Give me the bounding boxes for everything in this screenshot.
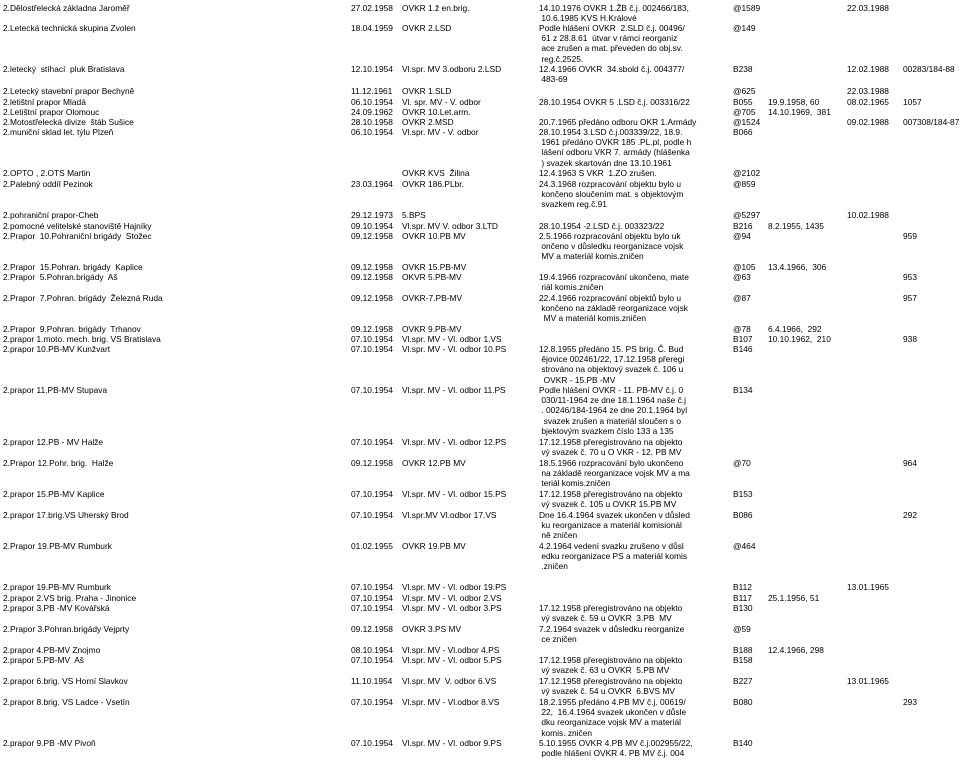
cell-owner: OVKR 1.SLD [402, 86, 452, 96]
cell-date: 29.12.1973 [351, 210, 393, 220]
cell-note: 4.2.1964 vedení svazku zrušeno v důsl edku reorganizace PS a materiál komis .zničen [539, 541, 688, 572]
cell-unit-name: 2.Prapor 12.Pohr. brig. Halže [3, 458, 114, 468]
cell-owner: Vl.spr. MV - Vl.odbor 4.PS [402, 645, 500, 655]
cell-note: 28.10.1954 OVKR 5 .LSD č.j. 003316/22 [539, 97, 690, 107]
cell-registry-number: B107 [733, 334, 753, 344]
cell-file-number: 959 [903, 231, 917, 241]
cell-date: 07.10.1954 [351, 655, 393, 665]
cell-unit-name: 2.Prapor 5.Pohran.brigády Aš [3, 272, 118, 282]
cell-unit-name: 2.letištní prapor Mladá [3, 97, 86, 107]
cell-unit-name: 2.muniční sklad let. týlu Plzeň [3, 127, 114, 137]
cell-unit-name: 2.prapor 4.PB-MV Znojmo [3, 645, 101, 655]
cell-date: 01.02.1955 [351, 541, 393, 551]
cell-owner: OVKR KVS Žilina [402, 168, 470, 178]
cell-note: 14.10.1976 OVKR 1.ŽB č.j. 002466/183, 10.6.1985 KVS H.Králové [539, 3, 689, 24]
cell-registry-number: @625 [733, 86, 756, 96]
cell-note: 19.4.1966 rozpracování ukončeno, mate riál komis.zničen [539, 272, 689, 293]
cell-note: 17.12.1958 přeregistrováno na objekto vý svazek č. 70 u O VKR - 12. PB MV [539, 437, 683, 458]
cell-registry-number: @63 [733, 272, 751, 282]
cell-owner: Vl.spr. MV V. odbor 3.LTD [402, 221, 498, 231]
cell-unit-name: 2.prapor 2.VS brig. Praha - Jinonice [3, 593, 137, 603]
cell-registry-number: @78 [733, 324, 751, 334]
cell-note: 5.10.1955 OVKR 4.PB MV č.j.002955/22, podle hlášení OVKR 4. PB MV č.j. 004 [539, 738, 693, 759]
cell-date: 07.10.1954 [351, 593, 393, 603]
cell-note: 17.12.1958 přeregistrováno na objekto vý svazek č. 54 u OVKR 6.BVS MV [539, 676, 683, 697]
cell-owner: Vl.spr. MV - Vl. odbor 5.PS [402, 655, 502, 665]
cell-unit-name: 2.Letecký stavební prapor Bechyně [3, 86, 135, 96]
cell-date: 09.12.1958 [351, 324, 393, 334]
cell-registry-number: B086 [733, 510, 753, 520]
cell-owner: OVKR 3.PS MV [402, 624, 462, 634]
cell-note: 12.4.1963 S VKR 1.ZO zrušen. [539, 168, 657, 178]
cell-note: 7.2.1964 svazek v důsledku reorganize ce zničen [539, 624, 685, 645]
cell-note: 20.7.1965 předáno odboru OKR 1.Armády [539, 117, 697, 127]
cell-registry-number: @149 [733, 23, 756, 33]
cell-file-number: 292 [903, 510, 917, 520]
cell-owner: Vl.spr. MV - Vl. odbor 9.PS [402, 738, 502, 748]
cell-date: 06.10.1954 [351, 127, 393, 137]
cell-owner: OVKR 2.MSD [402, 117, 454, 127]
cell-date: 27.02.1958 [351, 3, 393, 13]
cell-file-number: 1057 [903, 97, 922, 107]
cell-registry-number: B153 [733, 489, 753, 499]
cell-note: Podle hlášení OVKR 2.SLD č.j. 00496/ 61 z 28.8.61 útvar v rámci reorganiz ace zrušen a mat. převeden do obj.sv. reg.č.2525. [539, 23, 685, 64]
cell-owner: Vl.spr. MV - Vl. odbor 2.VS [402, 593, 502, 603]
cell-unit-name: 2.Palebný oddíl Pezinok [3, 179, 93, 189]
cell-unit-name: 2.prapor 11.PB-MV Stupava [3, 385, 108, 395]
cell-owner: Vl.spr. MV - Vl. odbor 11.PS [402, 385, 506, 395]
cell-registry-number: B227 [733, 676, 753, 686]
cell-registry-number: B080 [733, 697, 753, 707]
cell-file-number: 00283/184-88 [903, 64, 955, 74]
cell-registry-number: @464 [733, 541, 756, 551]
cell-registry-number: B140 [733, 738, 753, 748]
cell-registry-number: @1589 [733, 3, 761, 13]
cell-owner: Vl.spr. MV - Vl. odbor 3.PS [402, 603, 502, 613]
cell-date: 12.10.1954 [351, 64, 393, 74]
cell-unit-name: 2.Dělostřelecká základna Jaroměř [3, 3, 130, 13]
cell-registry-number: @5297 [733, 210, 761, 220]
cell-unit-name: 2.prapor 12.PB - MV Halže [3, 437, 104, 447]
cell-date: 09.10.1954 [351, 221, 393, 231]
cell-date: 07.10.1954 [351, 489, 393, 499]
cell-note: 12.8.1955 předáno 15. PS brig. Č. Bud ějovice 002461/22, 17.12.1958 přeregi strováno na objektový svazek č. 106 u OVKR - 15.PB -MV [539, 344, 685, 385]
cell-file-number: 938 [903, 334, 917, 344]
cell-registry-number: @105 [733, 262, 756, 272]
cell-unit-name: 2.prapor 17.brig.VS Uherský Brod [3, 510, 129, 520]
cell-owner: Vl. spr. MV - V. odbor [402, 97, 481, 107]
cell-owner: Vl.spr. MV 3.odboru 2.LSD [402, 64, 502, 74]
cell-file-number: 007308/184-87 [903, 117, 960, 127]
cell-owner: OVKR-7.PB-MV [402, 293, 463, 303]
cell-unit-name: 2.Prapor 10.Pohraniční brigády Stožec [3, 231, 152, 241]
cell-unit-name: 2.letecký stíhací pluk Bratislava [3, 64, 125, 74]
cell-closure-date: 13.01.1965 [847, 676, 889, 686]
cell-owner: OVKR 19.PB MV [402, 541, 466, 551]
cell-unit-name: 2.Motostřelecká divize štáb Sušice [3, 117, 134, 127]
cell-date: 07.10.1954 [351, 603, 393, 613]
cell-date: 07.10.1954 [351, 344, 393, 354]
cell-registry-number: B066 [733, 127, 753, 137]
cell-unit-name: 2.Prapor 7.Pohran. brigády Železná Ruda [3, 293, 163, 303]
cell-date: 06.10.1954 [351, 97, 393, 107]
cell-registry-number: @705 [733, 107, 756, 117]
cell-date: 08.10.1954 [351, 645, 393, 655]
cell-unit-name: 2.prapor 8.brig. VS Ladce - Vsetín [3, 697, 130, 707]
cell-registry-number: @70 [733, 458, 751, 468]
cell-owner: Vl.spr. MV - Vl.odbor 8.VS [402, 697, 500, 707]
cell-owner: Vl.spr. MV - V. odbor [402, 127, 479, 137]
cell-owner: OVKR 10.Let.arm. [402, 107, 471, 117]
cell-date: 09.12.1958 [351, 293, 393, 303]
cell-registry-number: B134 [733, 385, 753, 395]
cell-registry-number: B188 [733, 645, 753, 655]
cell-owner: OVKR 186.PLbr. [402, 179, 464, 189]
cell-unit-name: 2.prapor 9.PB -MV Pivoň [3, 738, 96, 748]
cell-date: 18.04.1959 [351, 23, 393, 33]
cell-date: 07.10.1954 [351, 738, 393, 748]
cell-unit-name: 2.pohraniční prapor-Cheb [3, 210, 99, 220]
cell-owner: Vl.spr. MV - Vl. odbor 10.PS [402, 344, 507, 354]
cell-date: 11.10.1954 [351, 676, 393, 686]
cell-unit-name: 2.pomocné velitelské stanoviště Hajníky [3, 221, 152, 231]
cell-unit-name: 2.Prapor 3.Pohran.brigády Vejprty [3, 624, 130, 634]
cell-date: 09.12.1958 [351, 272, 393, 282]
cell-note: Dne 16.4.1964 svazek ukončen v důsled ku reorganizace a materiál komisionál ně zničen [539, 510, 690, 541]
cell-archive-ref: 13.4.1966, 306 [768, 262, 827, 272]
cell-closure-date: 08.02.1965 [847, 97, 889, 107]
cell-unit-name: 2.prapor 1.moto. mech. brig. VS Bratislava [3, 334, 161, 344]
cell-owner: Vl.spr. MV - Vl. odbor 19.PS [402, 582, 507, 592]
cell-unit-name: 2.OPTO , 2.OTS Martin [3, 168, 91, 178]
cell-owner: OVKR 10.PB MV [402, 231, 466, 241]
cell-note: 18.2.1955 předáno 4.PB MV č.j. 00619/ 22, 16.4.1964 svazek ukončen v důsle dku reorganizace vojsk MV a materiál komis. zničen [539, 697, 687, 738]
cell-note: 17.12.1958 přeregistrováno na objekto vý svazek č. 63 u OVKR 5.PB MV [539, 655, 683, 676]
cell-date: 09.12.1958 [351, 624, 393, 634]
cell-note: 22.4.1966 rozpracování objektů bylo u končeno na základě reorganizace vojsk MV a materiál komis.zničen [539, 293, 688, 324]
cell-registry-number: B158 [733, 655, 753, 665]
cell-unit-name: 2.prapor 5.PB-MV Aš [3, 655, 84, 665]
cell-date: 07.10.1954 [351, 510, 393, 520]
cell-file-number: 957 [903, 293, 917, 303]
cell-owner: OVKR 9.PB-MV [402, 324, 462, 334]
cell-note: 28.10.1954 -2.LSD č.j. 003323/22 [539, 221, 665, 231]
cell-unit-name: 2.prapor 3.PB -MV Kovářská [3, 603, 110, 613]
cell-date: 23.03.1964 [351, 179, 393, 189]
cell-date: 07.10.1954 [351, 582, 393, 592]
cell-unit-name: 2.Prapor 9.Pohran. brigády Trhanov [3, 324, 141, 334]
cell-note: 24.3.1968 rozpracování objektu bylo u končeno sloučením mat. s objektovým svazkem reg.č.91 [539, 179, 684, 210]
cell-note: 17.12.1958 přeregistrováno na objekto vý svazek č. 105 u OVKR 15.PB MV [539, 489, 683, 510]
cell-registry-number: B130 [733, 603, 753, 613]
cell-unit-name: 2.prapor 19.PB-MV Rumburk [3, 582, 111, 592]
cell-date: 07.10.1954 [351, 334, 393, 344]
cell-registry-number: B112 [733, 582, 752, 592]
cell-closure-date: 09.02.1988 [847, 117, 889, 127]
cell-owner: OVKR 12.PB MV [402, 458, 466, 468]
cell-archive-ref: 8.2.1955, 1435 [768, 221, 824, 231]
cell-archive-ref: 14.10.1969, 381 [768, 107, 831, 117]
cell-owner: Vl.spr. MV V. odbor 6.VS [402, 676, 497, 686]
cell-closure-date: 12.02.1988 [847, 64, 889, 74]
cell-file-number: 293 [903, 697, 917, 707]
cell-registry-number: B117 [733, 593, 752, 603]
cell-owner: Vl.spr.MV Vl.odbor 17.VS [402, 510, 497, 520]
cell-date: 28.10.1958 [351, 117, 393, 127]
cell-registry-number: @59 [733, 624, 751, 634]
cell-closure-date: 22.03.1988 [847, 3, 889, 13]
cell-date: 07.10.1954 [351, 437, 393, 447]
cell-date: 24.09.1962 [351, 107, 393, 117]
cell-registry-number: @1524 [733, 117, 761, 127]
cell-registry-number: B146 [733, 344, 753, 354]
cell-unit-name: 2.prapor 6.brig. VS Horní Slavkov [3, 676, 128, 686]
cell-archive-ref: 25.1.1956, 51 [768, 593, 820, 603]
cell-note: 18.5.1966 rozpracování bylo ukončeno na základě reorganizace vojsk MV a ma teriál komis.zničen [539, 458, 690, 489]
cell-note: 12.4.1966 OVKR 34.sbold č.j. 004377/ 483-69 [539, 64, 685, 85]
cell-owner: Vl.spr. MV - Vl. odbor 15.PS [402, 489, 507, 499]
cell-owner: 5.BPS [402, 210, 426, 220]
cell-registry-number: @87 [733, 293, 751, 303]
cell-archive-ref: 19.9.1958, 60 [768, 97, 820, 107]
cell-date: 09.12.1958 [351, 458, 393, 468]
cell-owner: Vl.spr. MV - Vl. odbor 1.VS [402, 334, 502, 344]
cell-owner: Vl.spr. MV - Vl. odbor 12.PS [402, 437, 507, 447]
cell-date: 11.12.1961 [351, 86, 393, 96]
cell-registry-number: B238 [733, 64, 753, 74]
cell-archive-ref: 6.4.1966, 292 [768, 324, 822, 334]
cell-note: 28.10.1954 3.LSD č.j.003339/22, 18.9. 1961 předáno OVKR 185 .PL.pl, podle h lášení odboru VKR 7. armády (hlášenka ) svazek skartován dne 13.10.1961 [539, 127, 692, 168]
cell-closure-date: 22.03.1988 [847, 86, 889, 96]
cell-date: 09.12.1958 [351, 231, 393, 241]
cell-owner: OVKR 2.LSD [402, 23, 452, 33]
cell-unit-name: 2.prapor 10.PB-MV Kunžvart [3, 344, 111, 354]
cell-date: 07.10.1954 [351, 385, 393, 395]
cell-owner: OVKR 1.ž en.brig. [402, 3, 470, 13]
cell-registry-number: @859 [733, 179, 756, 189]
cell-registry-number: @94 [733, 231, 751, 241]
cell-registry-number: B216 [733, 221, 753, 231]
cell-note: Podle hlášení OVKR - 11. PB-MV č.j. 0 030/11-1964 ze dne 18.1.1964 naše č.j . 00246/184-1964 ze dne 20.1.1964 byl svazek zrušen a materiál sloučen s o bjektovým svazkem číslo 133 a 135 [539, 385, 688, 436]
cell-closure-date: 10.02.1988 [847, 210, 889, 220]
cell-unit-name: 2.Prapor 15.Pohran. brigády Kaplice [3, 262, 143, 272]
cell-owner: OKVR 5.PB-MV [402, 272, 462, 282]
cell-file-number: 953 [903, 272, 917, 282]
cell-note: 17.12.1958 přeregistrováno na objekto vý svazek č. 59 u OVKR 3.PB MV [539, 603, 683, 624]
cell-note: 2.5.1966 rozpracování objektu bylo uk ončeno v důsledku reorganizace vojsk MV a materiál komis.zničen [539, 231, 684, 262]
cell-unit-name: 2.Letecká technická skupina Zvolen [3, 23, 136, 33]
cell-date: 07.10.1954 [351, 697, 393, 707]
cell-owner: OVKR 15.PB-MV [402, 262, 467, 272]
cell-registry-number: B055 [733, 97, 753, 107]
cell-unit-name: 2.prapor 15.PB-MV Kaplice [3, 489, 105, 499]
cell-unit-name: 2.Letištní prapor Olomouc [3, 107, 100, 117]
cell-archive-ref: 10.10.1962, 210 [768, 334, 831, 344]
cell-archive-ref: 12.4.1966, 298 [768, 645, 824, 655]
cell-file-number: 964 [903, 458, 917, 468]
cell-closure-date: 13.01.1965 [847, 582, 889, 592]
cell-unit-name: 2.Prapor 19.PB-MV Rumburk [3, 541, 112, 551]
cell-date: 09.12.1958 [351, 262, 393, 272]
cell-registry-number: @2102 [733, 168, 761, 178]
